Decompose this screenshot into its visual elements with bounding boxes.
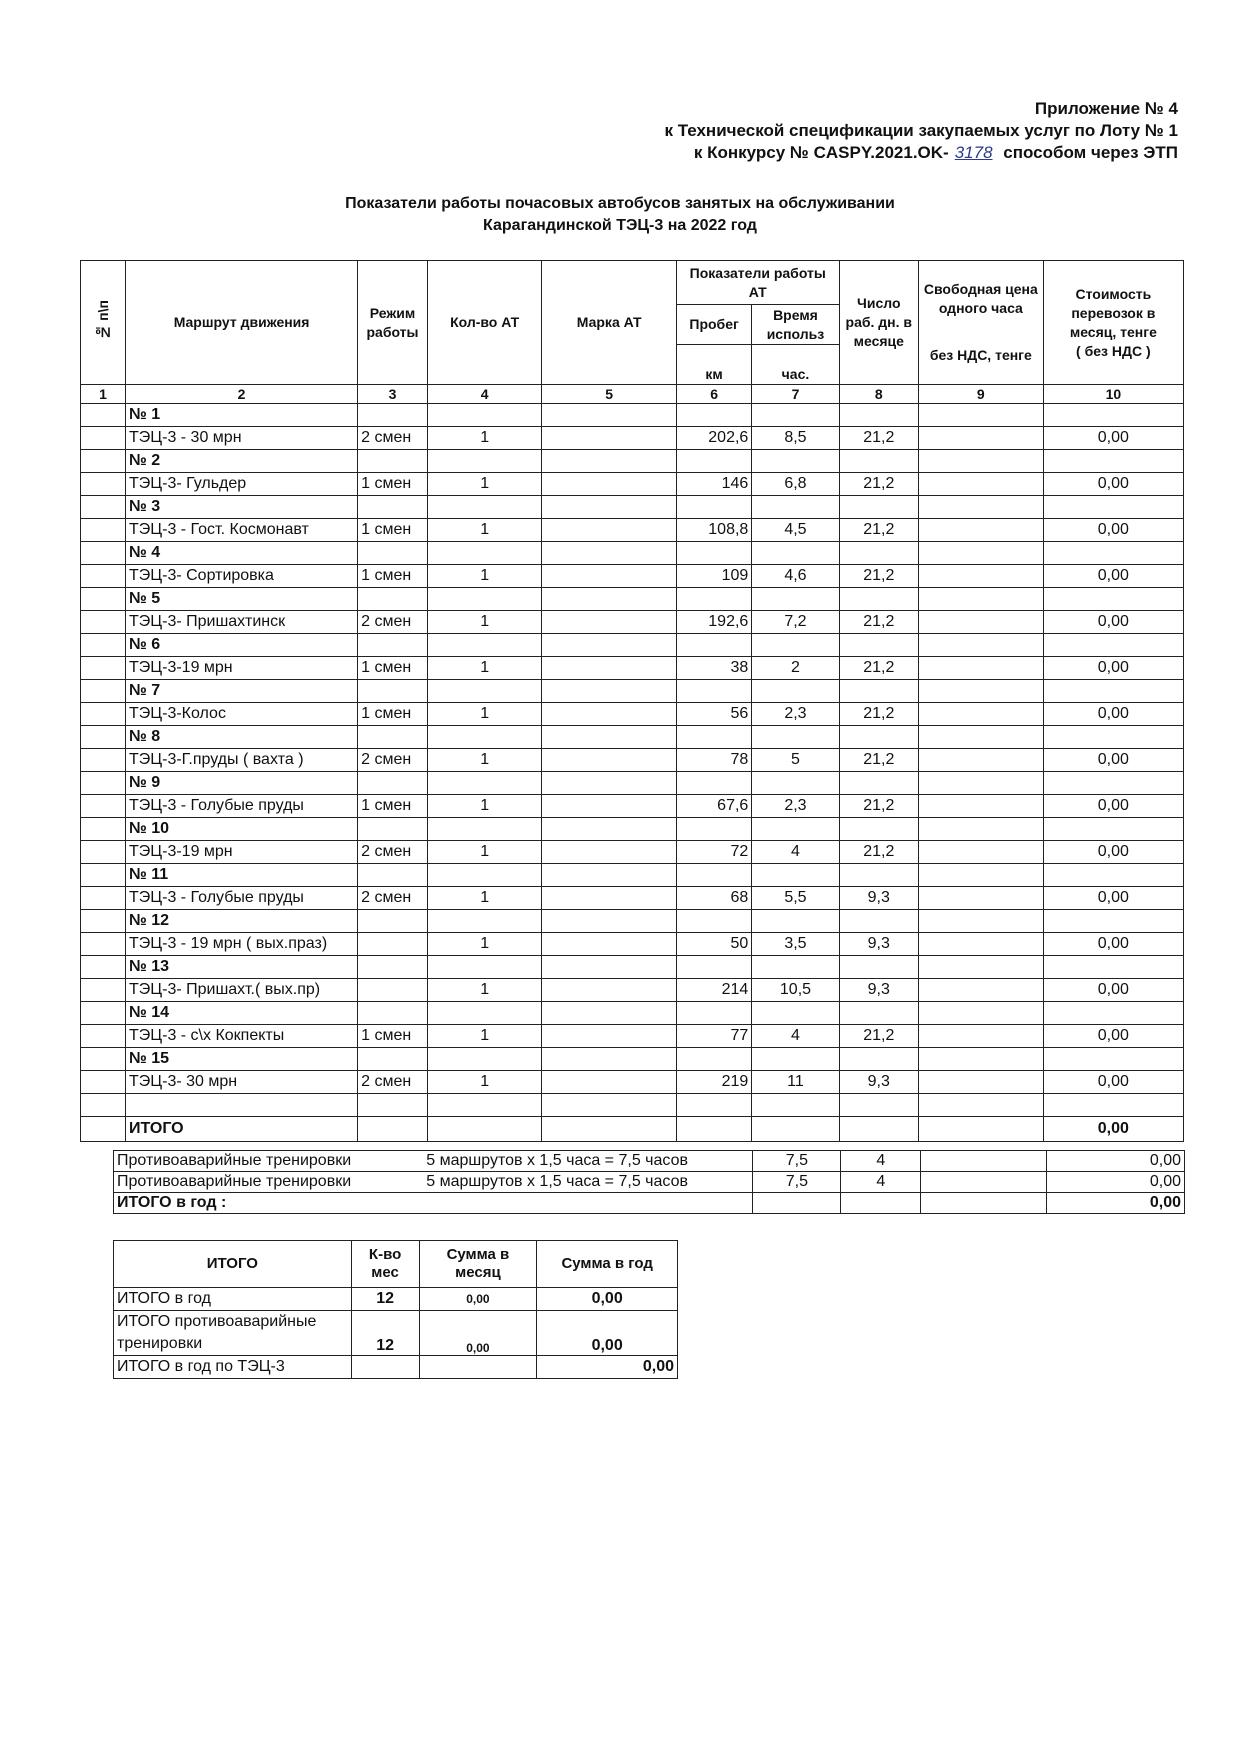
route-count: 1 bbox=[427, 565, 542, 588]
route-days: 21,2 bbox=[839, 519, 918, 542]
drill-row bbox=[114, 1151, 1185, 1172]
route-number-row bbox=[81, 1002, 1184, 1025]
route-cost: 0,00 bbox=[1043, 749, 1183, 772]
tender-suffix: способом через ЭТП bbox=[1003, 143, 1178, 162]
route-mode: 2 смен bbox=[358, 1071, 428, 1094]
route-row bbox=[81, 427, 1184, 450]
tender-number: 3178 bbox=[954, 143, 993, 162]
route-time: 4,5 bbox=[752, 519, 839, 542]
route-number-row bbox=[81, 542, 1184, 565]
route-name: ТЭЦ-3 - Голубые пруды bbox=[126, 887, 358, 910]
route-name: ТЭЦ-3-Колос bbox=[126, 703, 358, 726]
summary-total: 0,00 bbox=[537, 1356, 678, 1379]
drill-desc: 5 маршрутов х 1,5 часа = 7,5 часов bbox=[423, 1172, 753, 1193]
route-name: ТЭЦ-3-Г.пруды ( вахта ) bbox=[126, 749, 358, 772]
route-mode: 1 смен bbox=[358, 657, 428, 680]
route-days: 9,3 bbox=[839, 933, 918, 956]
summary-header-per-year: Сумма в год bbox=[537, 1241, 678, 1288]
route-cost: 0,00 bbox=[1043, 703, 1183, 726]
route-row bbox=[81, 1071, 1184, 1094]
route-mileage: 202,6 bbox=[676, 427, 751, 450]
route-days: 21,2 bbox=[839, 841, 918, 864]
route-number-row bbox=[81, 726, 1184, 749]
route-days: 9,3 bbox=[839, 1071, 918, 1094]
route-mode: 1 смен bbox=[358, 795, 428, 818]
col-number: 10 bbox=[1043, 385, 1183, 404]
route-name: ТЭЦ-3 - 19 мрн ( вых.праз) bbox=[126, 933, 358, 956]
route-number-row bbox=[81, 588, 1184, 611]
summary-header-per-month: Сумма в месяц bbox=[419, 1241, 537, 1288]
route-days: 9,3 bbox=[839, 979, 918, 1002]
route-row bbox=[81, 841, 1184, 864]
total-cost: 0,00 bbox=[1043, 1117, 1183, 1142]
route-number-row bbox=[81, 818, 1184, 841]
appendix-title: Приложение № 4 bbox=[1034, 99, 1178, 118]
route-cost: 0,00 bbox=[1043, 887, 1183, 910]
summary-row-drills bbox=[114, 1311, 678, 1356]
title-line-1: Показатели работы почасовых автобусов занятых на обслуживании bbox=[345, 195, 895, 212]
col-number: 4 bbox=[427, 385, 542, 404]
route-time: 7,2 bbox=[752, 611, 839, 634]
route-number: № 6 bbox=[126, 634, 358, 657]
route-number: № 1 bbox=[126, 404, 358, 427]
route-count: 1 bbox=[427, 473, 542, 496]
route-number-row bbox=[81, 680, 1184, 703]
routes-table bbox=[80, 260, 1184, 1142]
drill-label: Противоаварийные тренировки bbox=[114, 1151, 424, 1172]
header-days: Число раб. дн. в месяце bbox=[839, 261, 918, 385]
header-mileage: Пробег bbox=[676, 305, 751, 345]
route-number-row bbox=[81, 910, 1184, 933]
route-name: ТЭЦ-3- Пришахт.( вых.пр) bbox=[126, 979, 358, 1002]
route-number-row bbox=[81, 1048, 1184, 1071]
route-name: ТЭЦ-3 - Голубые пруды bbox=[126, 795, 358, 818]
route-number-row bbox=[81, 956, 1184, 979]
drill-label: Противоаварийные тренировки bbox=[114, 1172, 424, 1193]
route-mode: 1 смен bbox=[358, 703, 428, 726]
route-mode: 1 смен bbox=[358, 565, 428, 588]
route-cost: 0,00 bbox=[1043, 565, 1183, 588]
route-time: 10,5 bbox=[752, 979, 839, 1002]
drills-table bbox=[113, 1150, 1185, 1214]
route-number: № 14 bbox=[126, 1002, 358, 1025]
route-number: № 11 bbox=[126, 864, 358, 887]
route-mode bbox=[358, 979, 428, 1002]
route-mileage: 109 bbox=[676, 565, 751, 588]
route-number: № 13 bbox=[126, 956, 358, 979]
header-cost-top: Стоимость перевозок в месяц, тенге bbox=[1069, 285, 1157, 340]
route-mileage: 56 bbox=[676, 703, 751, 726]
col-number: 7 bbox=[752, 385, 839, 404]
route-row bbox=[81, 749, 1184, 772]
header-price bbox=[918, 261, 1043, 385]
summary-months: 12 bbox=[351, 1288, 419, 1311]
title-line-2: Карагандинской ТЭЦ-3 на 2022 год bbox=[483, 217, 757, 234]
route-time: 5 bbox=[752, 749, 839, 772]
route-cost: 0,00 bbox=[1043, 1071, 1183, 1094]
route-mileage: 78 bbox=[676, 749, 751, 772]
col-number: 1 bbox=[81, 385, 126, 404]
route-time: 4 bbox=[752, 841, 839, 864]
route-number-row bbox=[81, 496, 1184, 519]
route-mileage: 214 bbox=[676, 979, 751, 1002]
route-number: № 15 bbox=[126, 1048, 358, 1071]
route-name: ТЭЦ-3- Пришахтинск bbox=[126, 611, 358, 634]
route-name: ТЭЦ-3-19 мрн bbox=[126, 657, 358, 680]
summary-per-year: 0,00 bbox=[537, 1311, 678, 1356]
route-row bbox=[81, 519, 1184, 542]
route-mileage: 67,6 bbox=[676, 795, 751, 818]
route-count: 1 bbox=[427, 1025, 542, 1048]
route-mode: 2 смен bbox=[358, 427, 428, 450]
route-count: 1 bbox=[427, 979, 542, 1002]
route-number: № 5 bbox=[126, 588, 358, 611]
summary-label: ИТОГО противоаварийные тренировки bbox=[114, 1311, 352, 1356]
route-cost: 0,00 bbox=[1043, 1025, 1183, 1048]
route-days: 21,2 bbox=[839, 795, 918, 818]
route-mode: 1 смен bbox=[358, 473, 428, 496]
route-cost: 0,00 bbox=[1043, 611, 1183, 634]
drill-desc: 5 маршрутов х 1,5 часа = 7,5 часов bbox=[423, 1151, 753, 1172]
summary-label: ИТОГО в год bbox=[114, 1288, 352, 1311]
header-time: Время использ bbox=[752, 305, 839, 345]
route-count: 1 bbox=[427, 887, 542, 910]
route-number-row bbox=[81, 864, 1184, 887]
drill-hours: 7,5 bbox=[753, 1151, 841, 1172]
route-mode: 2 смен bbox=[358, 749, 428, 772]
spacer-row bbox=[81, 1094, 1184, 1117]
route-row bbox=[81, 979, 1184, 1002]
route-row bbox=[81, 703, 1184, 726]
route-mileage: 192,6 bbox=[676, 611, 751, 634]
route-time: 11 bbox=[752, 1071, 839, 1094]
summary-table bbox=[113, 1240, 678, 1379]
header-count: Кол-во АТ bbox=[427, 261, 542, 385]
route-name: ТЭЦ-3- 30 мрн bbox=[126, 1071, 358, 1094]
route-mode: 2 смен bbox=[358, 841, 428, 864]
drill-days: 4 bbox=[841, 1151, 921, 1172]
route-mileage: 72 bbox=[676, 841, 751, 864]
route-mileage: 50 bbox=[676, 933, 751, 956]
summary-per-month: 0,00 bbox=[419, 1288, 537, 1311]
route-count: 1 bbox=[427, 1071, 542, 1094]
drill-cost: 0,00 bbox=[1047, 1151, 1185, 1172]
header-cost-bottom: ( без НДС ) bbox=[1076, 342, 1151, 359]
route-mode: 1 смен bbox=[358, 519, 428, 542]
col-number: 2 bbox=[126, 385, 358, 404]
route-days: 21,2 bbox=[839, 657, 918, 680]
route-name: ТЭЦ-3- Гульдер bbox=[126, 473, 358, 496]
route-mileage: 219 bbox=[676, 1071, 751, 1094]
summary-label: ИТОГО в год по ТЭЦ-3 bbox=[114, 1356, 352, 1379]
route-count: 1 bbox=[427, 611, 542, 634]
drills-total-cost: 0,00 bbox=[1047, 1193, 1185, 1214]
route-number: № 10 bbox=[126, 818, 358, 841]
summary-row-year bbox=[114, 1288, 678, 1311]
route-count: 1 bbox=[427, 427, 542, 450]
route-name: ТЭЦ-3- Сортировка bbox=[126, 565, 358, 588]
drill-days: 4 bbox=[841, 1172, 921, 1193]
route-mode: 2 смен bbox=[358, 611, 428, 634]
document-header bbox=[664, 98, 1178, 164]
route-number-row bbox=[81, 772, 1184, 795]
route-mileage: 108,8 bbox=[676, 519, 751, 542]
route-count: 1 bbox=[427, 795, 542, 818]
drill-cost: 0,00 bbox=[1047, 1172, 1185, 1193]
drill-hours: 7,5 bbox=[753, 1172, 841, 1193]
route-days: 21,2 bbox=[839, 427, 918, 450]
route-days: 21,2 bbox=[839, 473, 918, 496]
col-number: 5 bbox=[542, 385, 676, 404]
route-cost: 0,00 bbox=[1043, 473, 1183, 496]
route-days: 21,2 bbox=[839, 1025, 918, 1048]
route-mileage: 68 bbox=[676, 887, 751, 910]
route-row bbox=[81, 473, 1184, 496]
route-mileage: 77 bbox=[676, 1025, 751, 1048]
route-time: 2,3 bbox=[752, 703, 839, 726]
col-number: 8 bbox=[839, 385, 918, 404]
summary-header-months: К-во мес bbox=[351, 1241, 419, 1288]
route-days: 21,2 bbox=[839, 565, 918, 588]
route-number-row bbox=[81, 450, 1184, 473]
route-mileage: 38 bbox=[676, 657, 751, 680]
route-time: 4 bbox=[752, 1025, 839, 1048]
drills-total-label: ИТОГО в год : bbox=[114, 1193, 753, 1214]
route-number: № 8 bbox=[126, 726, 358, 749]
route-name: ТЭЦ-3 - 30 мрн bbox=[126, 427, 358, 450]
summary-months: 12 bbox=[351, 1311, 419, 1356]
route-count: 1 bbox=[427, 933, 542, 956]
document-title bbox=[200, 193, 1040, 237]
route-number-row bbox=[81, 634, 1184, 657]
route-count: 1 bbox=[427, 657, 542, 680]
route-count: 1 bbox=[427, 749, 542, 772]
route-cost: 0,00 bbox=[1043, 427, 1183, 450]
header-npp: № п\п bbox=[81, 261, 126, 385]
summary-per-month: 0,00 bbox=[419, 1311, 537, 1356]
route-cost: 0,00 bbox=[1043, 841, 1183, 864]
route-row bbox=[81, 611, 1184, 634]
route-time: 2 bbox=[752, 657, 839, 680]
route-cost: 0,00 bbox=[1043, 933, 1183, 956]
route-name: ТЭЦ-3 - Гост. Космонавт bbox=[126, 519, 358, 542]
column-numbers-row bbox=[81, 385, 1184, 404]
route-number-row bbox=[81, 404, 1184, 427]
route-row bbox=[81, 565, 1184, 588]
route-name: ТЭЦ-3 - с\х Кокпекты bbox=[126, 1025, 358, 1048]
route-number: № 9 bbox=[126, 772, 358, 795]
header-price-top: Свободная цена одного часа bbox=[923, 281, 1038, 316]
summary-header-title: ИТОГО bbox=[114, 1241, 352, 1288]
header-cost bbox=[1043, 261, 1183, 385]
route-cost: 0,00 bbox=[1043, 519, 1183, 542]
route-row bbox=[81, 1025, 1184, 1048]
header-time-unit: час. bbox=[752, 345, 839, 385]
col-number: 3 bbox=[358, 385, 428, 404]
header-mode: Режим работы bbox=[358, 261, 428, 385]
route-count: 1 bbox=[427, 519, 542, 542]
route-days: 21,2 bbox=[839, 703, 918, 726]
summary-row-total bbox=[114, 1356, 678, 1379]
drill-row bbox=[114, 1172, 1185, 1193]
total-row bbox=[81, 1117, 1184, 1142]
route-time: 2,3 bbox=[752, 795, 839, 818]
route-days: 21,2 bbox=[839, 611, 918, 634]
summary-per-year: 0,00 bbox=[537, 1288, 678, 1311]
col-number: 9 bbox=[918, 385, 1043, 404]
tender-reference bbox=[664, 142, 1178, 164]
route-days: 21,2 bbox=[839, 749, 918, 772]
total-label: ИТОГО bbox=[126, 1117, 358, 1142]
route-time: 3,5 bbox=[752, 933, 839, 956]
route-row bbox=[81, 933, 1184, 956]
route-number: № 4 bbox=[126, 542, 358, 565]
route-time: 4,6 bbox=[752, 565, 839, 588]
route-row bbox=[81, 795, 1184, 818]
route-time: 6,8 bbox=[752, 473, 839, 496]
route-time: 8,5 bbox=[752, 427, 839, 450]
route-cost: 0,00 bbox=[1043, 979, 1183, 1002]
header-mileage-unit: км bbox=[676, 345, 751, 385]
route-row bbox=[81, 887, 1184, 910]
route-cost: 0,00 bbox=[1043, 795, 1183, 818]
route-number: № 3 bbox=[126, 496, 358, 519]
route-cost: 0,00 bbox=[1043, 657, 1183, 680]
route-number: № 12 bbox=[126, 910, 358, 933]
header-brand: Марка АТ bbox=[542, 261, 676, 385]
drills-total-row bbox=[114, 1193, 1185, 1214]
header-indicators: Показатели работы АТ bbox=[676, 261, 839, 305]
route-mode bbox=[358, 933, 428, 956]
header-route: Маршрут движения bbox=[126, 261, 358, 385]
spec-reference: к Технической спецификации закупаемых услуг по Лоту № 1 bbox=[664, 121, 1178, 140]
route-count: 1 bbox=[427, 841, 542, 864]
route-mileage: 146 bbox=[676, 473, 751, 496]
route-count: 1 bbox=[427, 703, 542, 726]
route-name: ТЭЦ-3-19 мрн bbox=[126, 841, 358, 864]
header-price-bottom: без НДС, тенге bbox=[929, 347, 1032, 363]
route-mode: 1 смен bbox=[358, 1025, 428, 1048]
route-mode: 2 смен bbox=[358, 887, 428, 910]
route-days: 9,3 bbox=[839, 887, 918, 910]
route-number: № 7 bbox=[126, 680, 358, 703]
col-number: 6 bbox=[676, 385, 751, 404]
route-time: 5,5 bbox=[752, 887, 839, 910]
tender-prefix: к Конкурсу № CASPY.2021.OK- bbox=[693, 143, 949, 162]
route-row bbox=[81, 657, 1184, 680]
route-number: № 2 bbox=[126, 450, 358, 473]
